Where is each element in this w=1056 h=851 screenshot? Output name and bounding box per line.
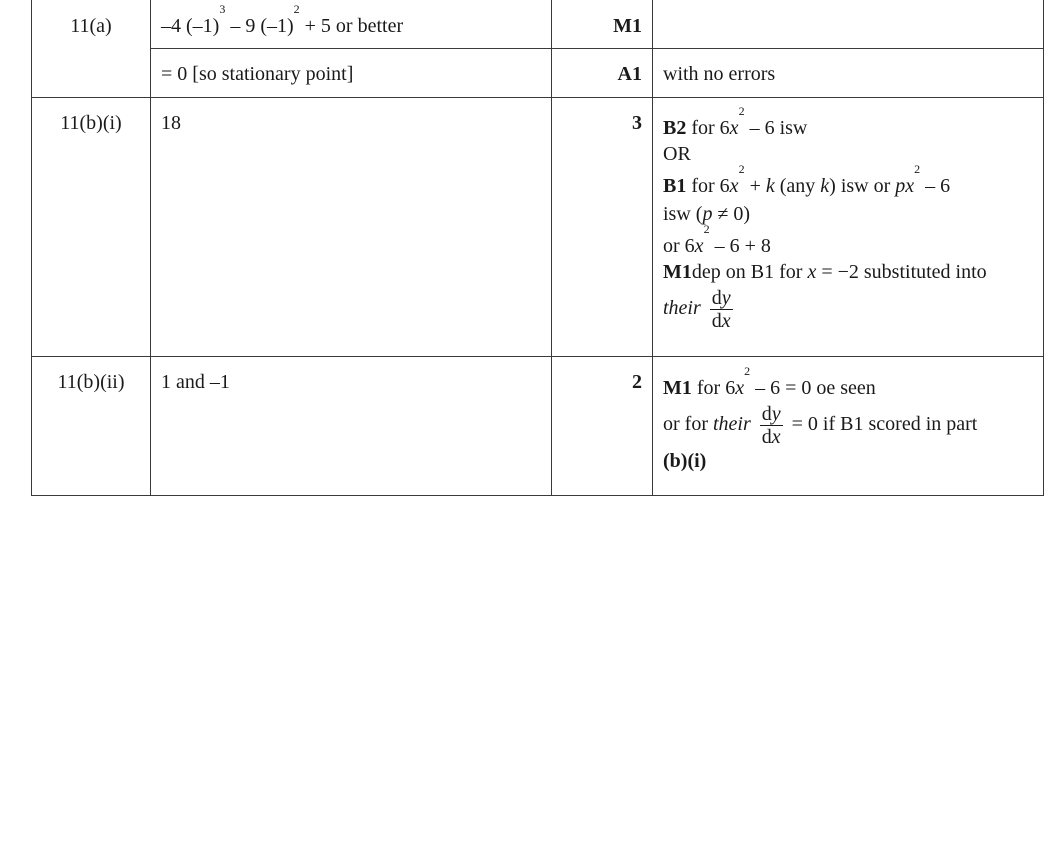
guidance-cell bbox=[653, 357, 1044, 496]
question-label: 11(a) bbox=[70, 15, 112, 37]
guidance-line: or $6x^2 - 6 + 8$ bbox=[663, 222, 771, 257]
question-label: 11(b)(ii) bbox=[57, 371, 125, 393]
guidance-cell bbox=[653, 98, 1044, 357]
mark-cell bbox=[552, 357, 653, 496]
question-label: 11(b)(i) bbox=[60, 112, 122, 134]
table-row bbox=[32, 49, 1044, 98]
mark-scheme-table bbox=[31, 0, 1044, 496]
table-row bbox=[32, 98, 1044, 357]
guidance-cell bbox=[653, 0, 1044, 49]
derivative-fraction: $\frac{dy}{dx}$ bbox=[761, 403, 781, 448]
question-number bbox=[32, 357, 151, 496]
guidance-line: OR bbox=[663, 143, 691, 165]
question-number bbox=[32, 0, 151, 98]
guidance-cell bbox=[653, 49, 1044, 98]
answer-cell bbox=[151, 98, 552, 357]
answer-text: = 0 [so stationary point] bbox=[161, 63, 354, 85]
guidance-line: M1dep on B1 for x = −2 substituted into bbox=[663, 261, 987, 283]
answer-cell bbox=[151, 357, 552, 496]
mark-label: A1 bbox=[617, 63, 642, 85]
guidance-text: with no errors bbox=[663, 63, 776, 85]
answer-cell bbox=[151, 49, 552, 98]
answer-cell bbox=[151, 0, 552, 49]
mark-cell bbox=[552, 98, 653, 357]
answer-text: 18 bbox=[161, 112, 181, 134]
guidance-line: B1 for $6x^2 + k$ (any k) isw or $px^2 - 6$ bbox=[663, 162, 951, 197]
mark-cell bbox=[552, 0, 653, 49]
guidance-line: M1 for $6x^2 - 6 = 0$ oe seen bbox=[663, 364, 876, 399]
table-row bbox=[32, 357, 1044, 496]
guidance-line: or for their $\frac{dy}{dx}$ = 0 if B1 scored in part bbox=[663, 403, 978, 448]
mark-label: 3 bbox=[632, 112, 642, 134]
mark-label: 2 bbox=[632, 371, 642, 393]
mark-cell bbox=[552, 49, 653, 98]
question-number bbox=[32, 98, 151, 357]
mark-label: M1 bbox=[613, 15, 642, 37]
guidance-line: isw (p ≠ 0) bbox=[663, 203, 751, 225]
table-row bbox=[32, 0, 1044, 49]
guidance-line: their $\frac{dy}{dx}$ bbox=[663, 287, 731, 332]
answer-text: 1 and –1 bbox=[161, 371, 230, 393]
derivative-fraction: $\frac{dy}{dx}$ bbox=[711, 287, 731, 332]
guidance-line: B2 for $6x^2 - 6$ isw bbox=[663, 104, 808, 139]
guidance-line: (b)(i) bbox=[663, 450, 707, 472]
answer-text: –4 $(-1)^3 - 9$ $(-1)^2 + 5$ or better bbox=[161, 2, 404, 37]
